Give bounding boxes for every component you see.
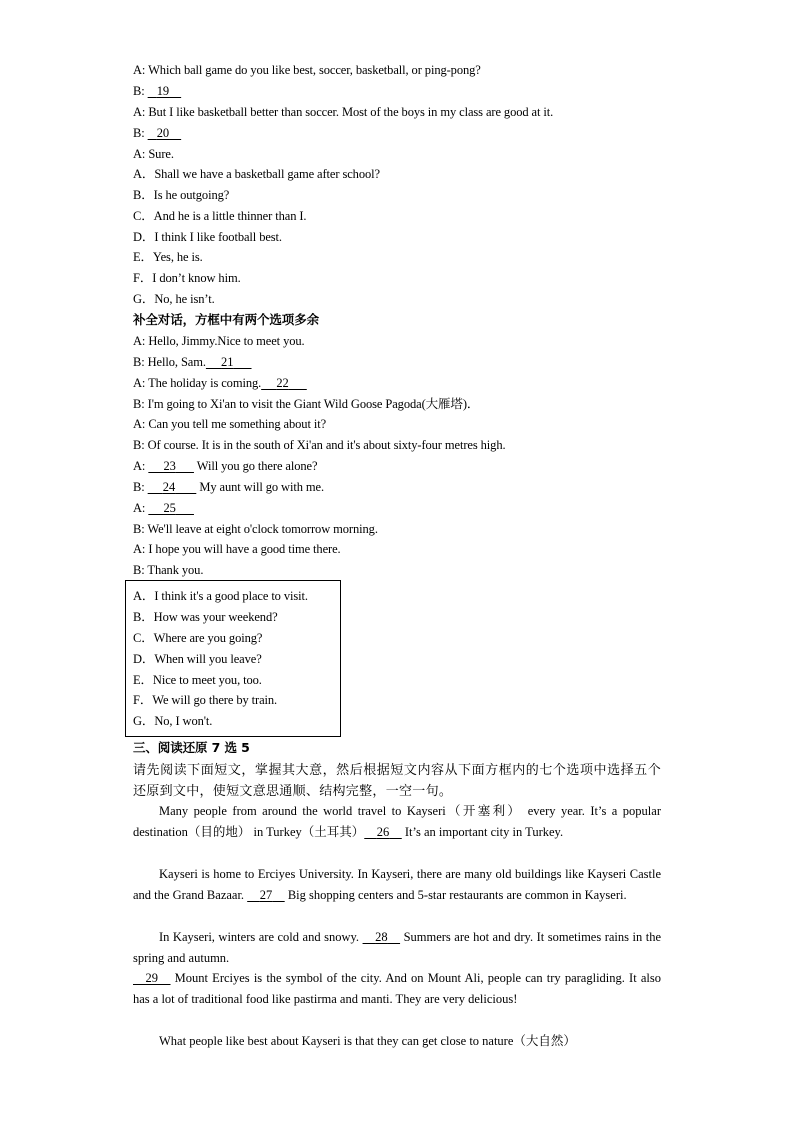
passage-paragraph: 29 Mount Erciyes is the symbol of the city. And on Mount Ali, people can try paragliding. It also has a lot of traditional food like pastirma and manti. They are very delicious! (133, 968, 661, 1010)
option-item: B．How was your weekend? (133, 610, 278, 624)
option-item: F．We will go there by train. (133, 693, 278, 707)
option-item: E．Nice to meet you, too. (133, 673, 262, 687)
passage-paragraph: What people like best about Kayseri is that they can get close to nature（大自然） (159, 1034, 576, 1048)
option-item: F．I don’t know him. (133, 271, 241, 285)
dialog1-line: A: Sure. (133, 147, 174, 161)
passage-paragraph: Kayseri is home to Erciyes University. In Kayseri, there are many old buildings like Kayseri Castle and the Grand Bazaar. 27 Big shopping centers and 5-star restaurants are common in Kayseri. (133, 864, 661, 906)
dialog2-line: B: Hello, Sam. 21 (133, 354, 252, 370)
dialog1-line: B: 20 (133, 125, 181, 141)
option-item: B．Is he outgoing? (133, 188, 230, 202)
passage-paragraph: Many people from around the world travel to Kayseri（开塞利） every year. It’s a popular destination（目的地） in Turkey（土耳其） 26 It’s an important city in Turkey. (133, 801, 661, 843)
dialog2-line: B: Thank you. (133, 563, 204, 577)
dialog2-line: A: The holiday is coming. 22 (133, 375, 307, 391)
section-instruction: 补全对话，方框中有两个选项多余 (133, 312, 320, 327)
blank-25[interactable]: 25 (163, 501, 176, 515)
blank-19[interactable]: 19 (156, 84, 170, 98)
option-item: E．Yes, he is. (133, 250, 203, 264)
option-item: G．No, he isn’t. (133, 292, 215, 306)
option-item: A．Shall we have a basketball game after school? (133, 167, 380, 181)
option-item: G．No, I won't. (133, 714, 213, 728)
blank-21[interactable]: 21 (221, 355, 234, 369)
blank-26[interactable]: 26 (376, 824, 390, 839)
blank-24[interactable]: 24 (162, 480, 176, 494)
blank-28[interactable]: 28 (375, 930, 388, 944)
dialog2-line: A: Hello, Jimmy.Nice to meet you. (133, 334, 305, 348)
dialog2-line: B: Of course. It is in the south of Xi'an and it's about sixty-four metres high. (133, 438, 506, 452)
section-heading: 三、阅读还原 7 选 5 (133, 740, 250, 755)
section-instruction: 请先阅读下面短文，掌握其大意，然后根据短文内容从下面方框内的七个选项中选择五个还原到文中，使短文意思通顺、结构完整，一空一句。 (133, 763, 661, 799)
dialog2-line: A: 25 (133, 500, 194, 516)
blank-23[interactable]: 23 (163, 459, 176, 473)
blank-27[interactable]: 27 (259, 887, 273, 902)
dialog1-line: B: 19 (133, 83, 181, 99)
dialog2-line: A: Can you tell me something about it? (133, 417, 327, 431)
option-item: A．I think it's a good place to visit. (133, 589, 308, 603)
option-item: D．When will you leave? (133, 652, 262, 666)
passage-paragraph: In Kayseri, winters are cold and snowy. 28 Summers are hot and dry. It sometimes rains in the spring and autumn. (133, 927, 661, 969)
dialog2-line: B: We'll leave at eight o'clock tomorrow morning. (133, 522, 378, 536)
blank-29[interactable]: 29 (145, 971, 158, 985)
dialog2-line: A: I hope you will have a good time there. (133, 542, 341, 556)
blank-20[interactable]: 20 (156, 126, 170, 140)
dialog2-line: A: 23 Will you go there alone? (133, 459, 318, 473)
blank-22[interactable]: 22 (276, 376, 289, 390)
dialog2-line: B: 24 My aunt will go with me. (133, 480, 325, 494)
dialog1-line: A: Which ball game do you like best, soccer, basketball, or ping-pong? (133, 63, 481, 77)
option-item: C．And he is a little thinner than I. (133, 209, 307, 223)
option-item: D．I think I like football best. (133, 230, 282, 244)
dialog2-line: B: I'm going to Xi'an to visit the Giant Wild Goose Pagoda(大雁塔)． (133, 397, 480, 411)
dialog1-line: A: But I like basketball better than soccer. Most of the boys in my class are good at it. (133, 105, 554, 119)
option-item: C．Where are you going? (133, 631, 263, 645)
